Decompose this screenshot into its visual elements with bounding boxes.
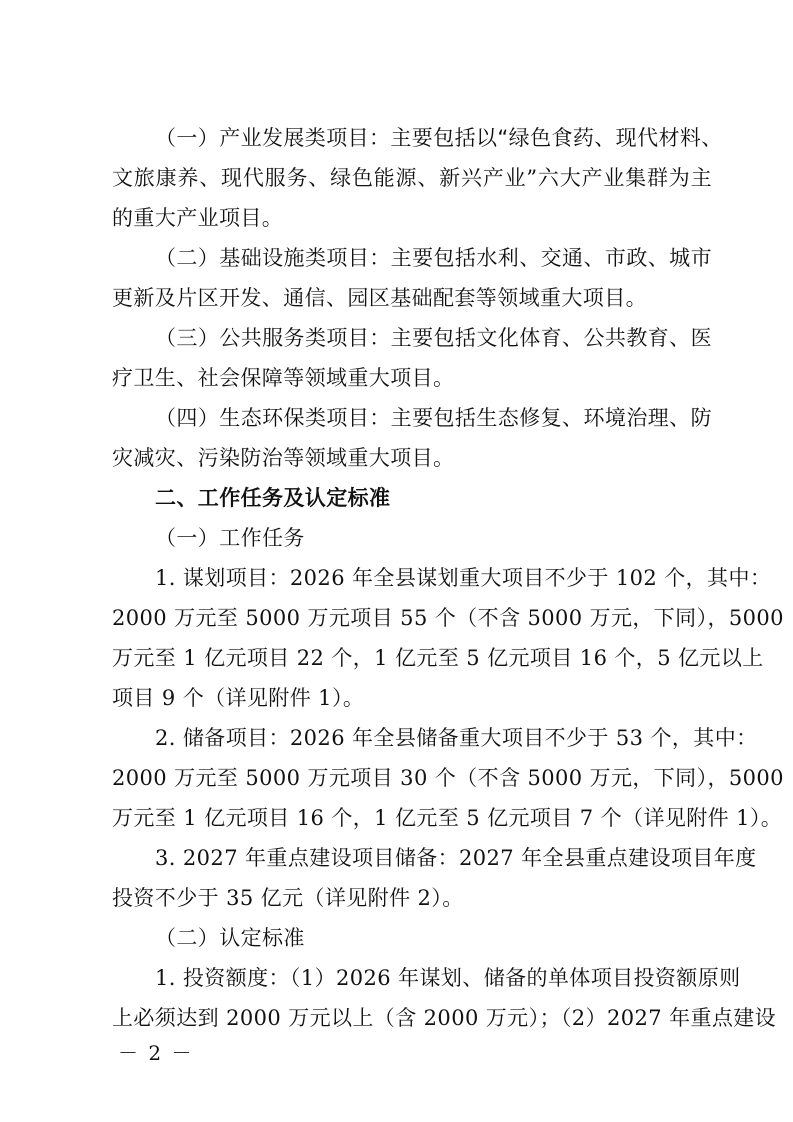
paragraph-planning-line-1: 1. 谋划项目：2026 年全县谋划重大项目不少于 102 个，其中： [155, 566, 772, 590]
paragraph-ecology-line-1: （四）生态环保类项目：主要包括生态修复、环境治理、防 [155, 406, 712, 430]
paragraph-infrastructure-line-1: （二）基础设施类项目：主要包括水利、交通、市政、城市 [155, 246, 712, 270]
paragraph-industry-line-1: （一）产业发展类项目：主要包括以“绿色食药、现代材料、 [155, 126, 723, 150]
paragraph-investment-line-2: 上必须达到 2000 万元以上（含 2000 万元）；（2）2027 年重点建设 [112, 1006, 777, 1030]
subsection-heading-standards: （二）认定标准 [155, 926, 305, 950]
paragraph-infrastructure-line-2: 更新及片区开发、通信、园区基础配套等领域重大项目。 [112, 286, 647, 310]
paragraph-key-projects-line-2: 投资不少于 35 亿元（详见附件 2）。 [112, 886, 464, 910]
paragraph-public-service-line-2: 疗卫生、社会保障等领域重大项目。 [112, 366, 455, 390]
paragraph-planning-line-2: 2000 万元至 5000 万元项目 55 个（不含 5000 万元，下同），5000 [112, 606, 784, 630]
page-number: － 2 － [118, 1041, 194, 1065]
paragraph-reserve-line-2: 2000 万元至 5000 万元项目 30 个（不含 5000 万元，下同），5000 [112, 766, 784, 790]
paragraph-reserve-line-1: 2. 储备项目：2026 年全县储备重大项目不少于 53 个，其中： [155, 726, 758, 750]
paragraph-planning-line-4: 项目 9 个（详见附件 1）。 [112, 686, 365, 710]
section-heading: 二、工作任务及认定标准 [155, 486, 391, 510]
paragraph-planning-line-3: 万元至 1 亿元项目 22 个，1 亿元至 5 亿元项目 16 个，5 亿元以上 [112, 646, 764, 670]
paragraph-key-projects-line-1: 3. 2027 年重点建设项目储备：2027 年全县重点建设项目年度 [155, 846, 757, 870]
paragraph-industry-line-2: 文旅康养、现代服务、绿色能源、新兴产业”六大产业集群为主 [112, 166, 712, 190]
paragraph-ecology-line-2: 灾减灾、污染防治等领域重大项目。 [112, 446, 455, 470]
paragraph-reserve-line-3: 万元至 1 亿元项目 16 个，1 亿元至 5 亿元项目 7 个（详见附件 1）。 [112, 806, 783, 830]
subsection-heading-tasks: （一）工作任务 [155, 526, 305, 550]
paragraph-public-service-line-1: （三）公共服务类项目：主要包括文化体育、公共教育、医 [155, 326, 712, 350]
paragraph-investment-line-1: 1. 投资额度：（1）2026 年谋划、储备的单体项目投资额原则 [155, 966, 741, 990]
paragraph-industry-line-3: 的重大产业项目。 [112, 206, 284, 230]
